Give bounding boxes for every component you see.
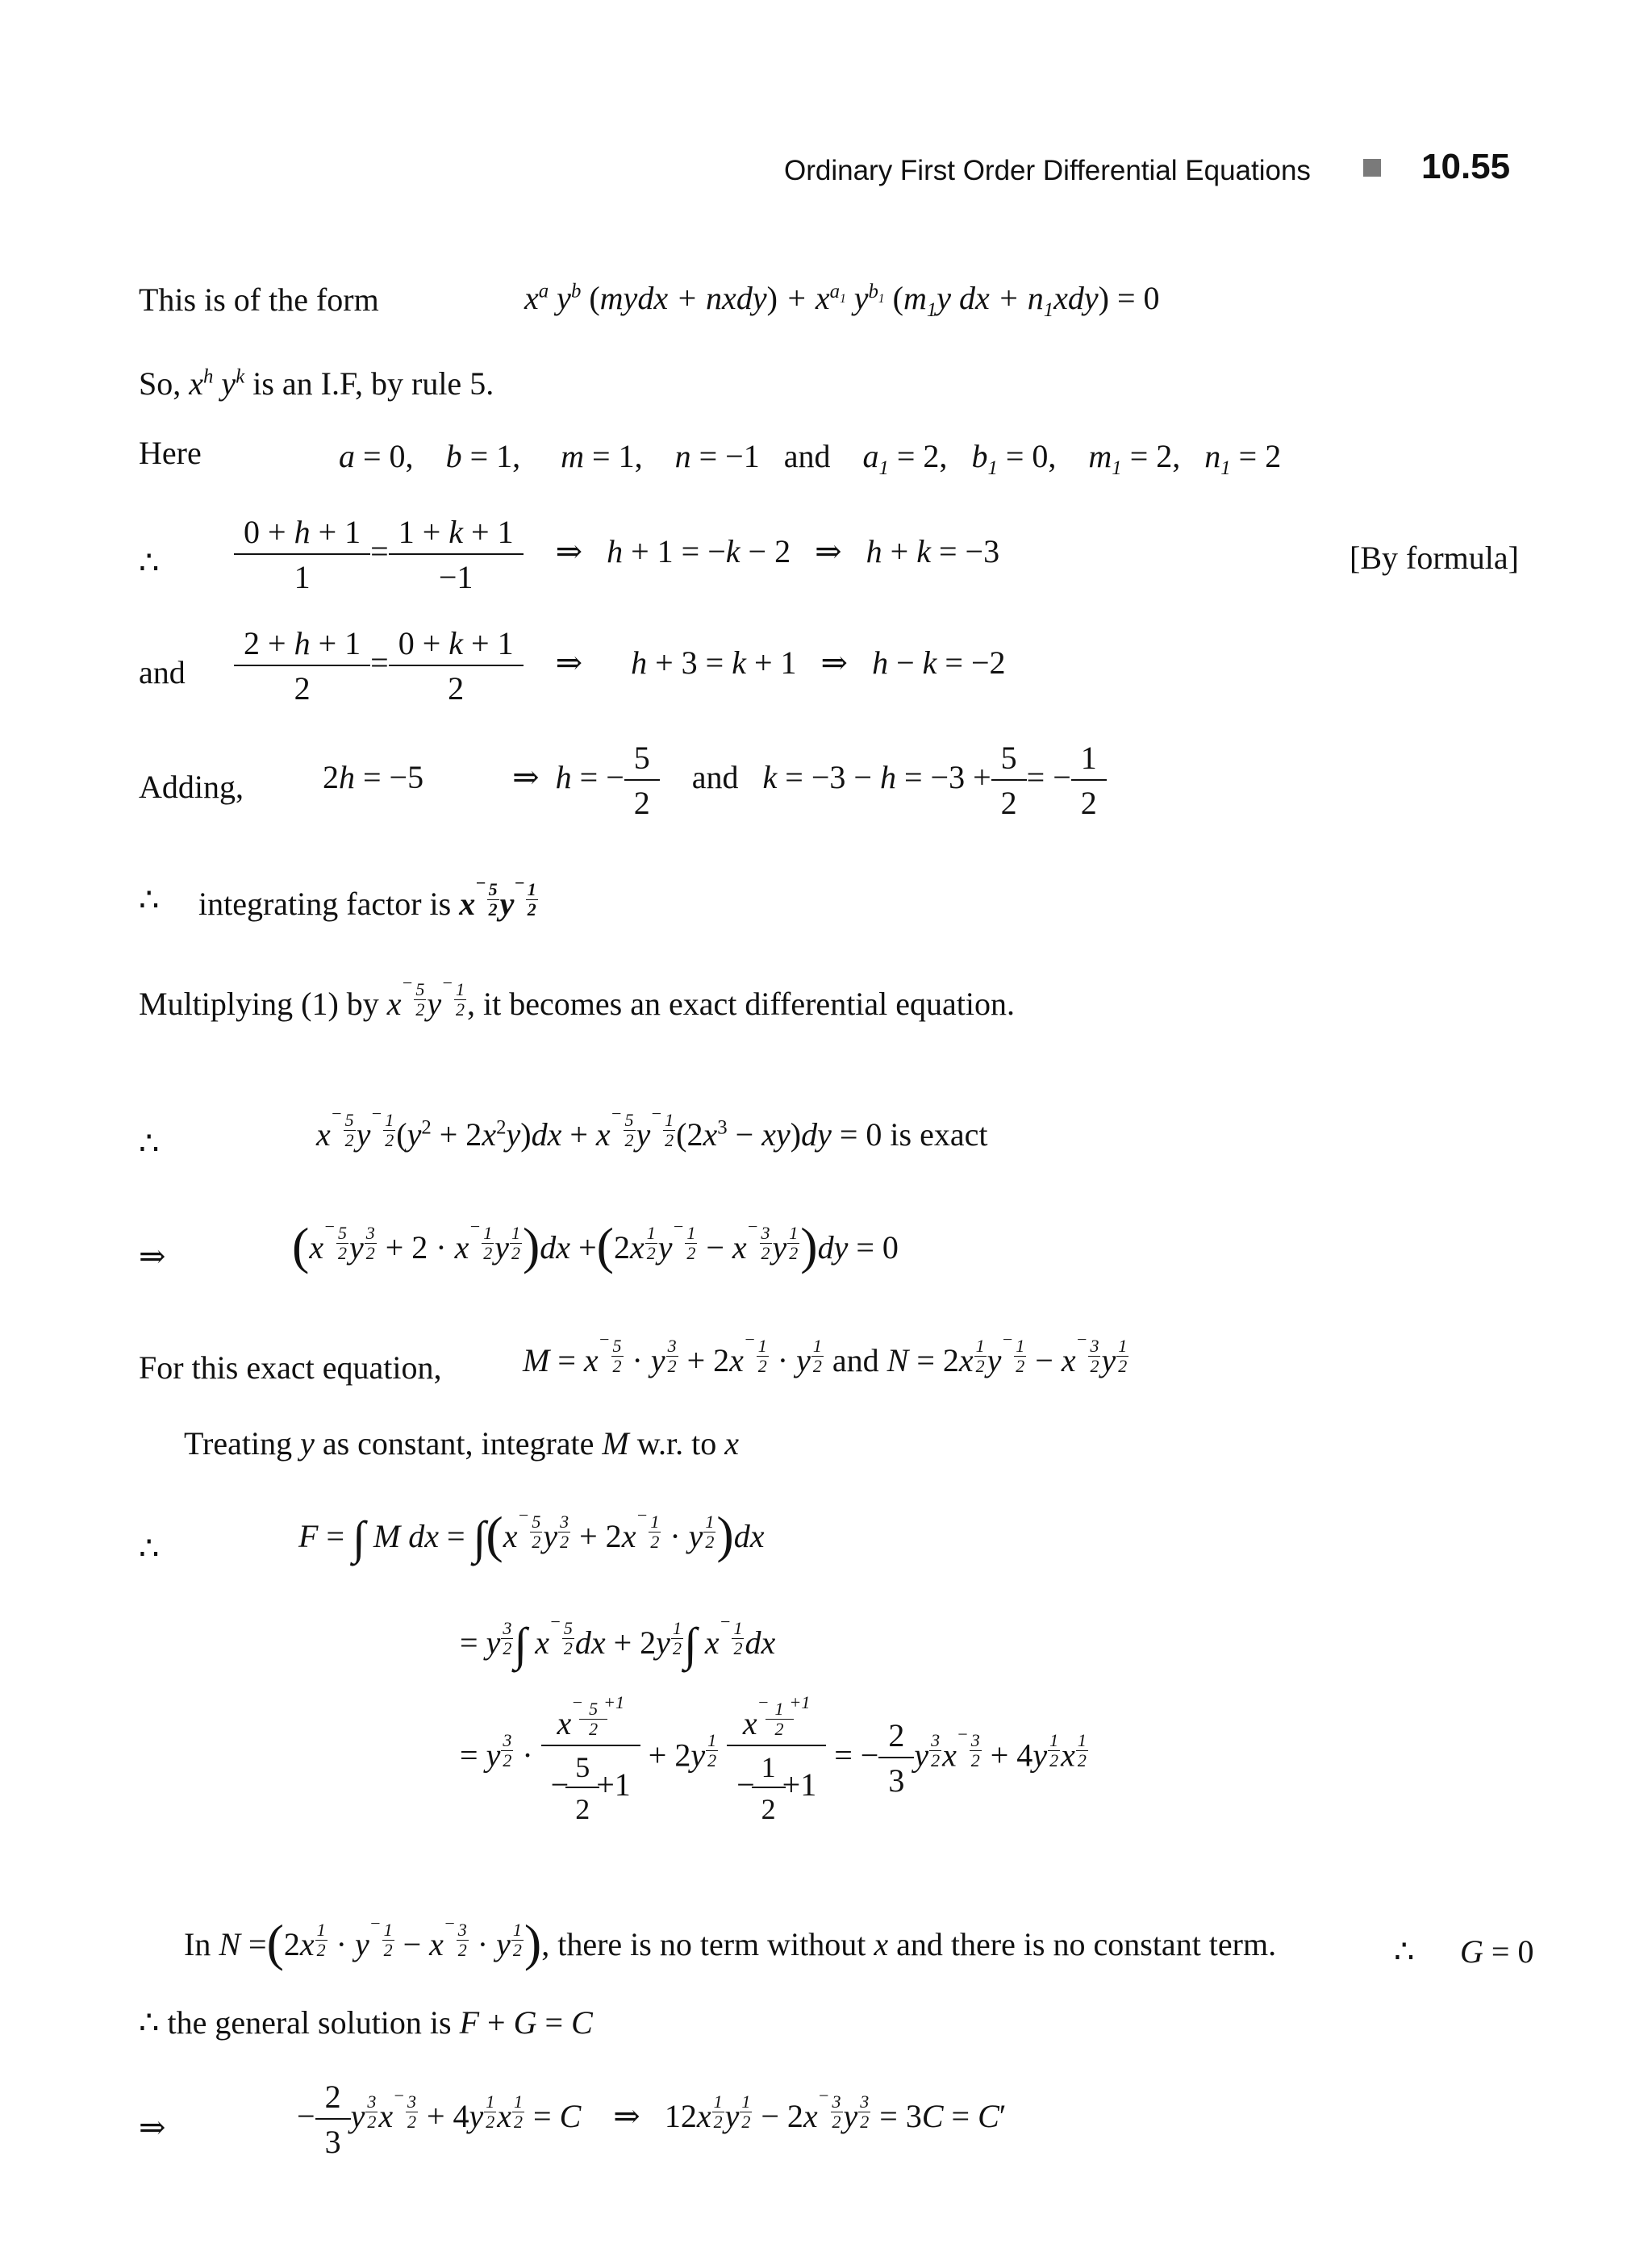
- running-header-title: Ordinary First Order Differential Equations: [784, 155, 1311, 186]
- if-is-text: integrating factor is: [198, 885, 452, 922]
- and-word-2: and: [691, 759, 739, 796]
- so-label: So,: [139, 365, 181, 402]
- treating-text-1: Treating: [184, 1425, 293, 1462]
- final-solution: − $\frac{2}{3}$ y $\frac{3}{2}$ x− $\frac{3}{2}$ + 4y $\frac{1}{2}$ x $\frac{1}{2}$ = C ⇒ 12x $\frac{1}{2}$ y $\frac{1}{2}$ − 2x− $\frac{3}{2}$ y $\frac{3}{2}$ = 3C = C′: [297, 2079, 1007, 2160]
- implies-symbol: ⇒: [139, 1238, 166, 1274]
- and-label: and: [139, 654, 186, 690]
- if-rule-text: is an I.F, by rule 5.: [252, 365, 494, 402]
- page-number: 10.55: [1421, 147, 1511, 186]
- parameter-values: a = 0, b = 1, m = 1, n = −1 and $a_1 = 2$, $b_1 = 0$, $m_1 = 2$, $n_1 = 2$: [339, 438, 1282, 479]
- mult-text-2: , it becomes an exact differential equation.: [467, 985, 1016, 1022]
- gen-sol-text: the general solution is: [167, 2004, 452, 2041]
- treating-line: Treating y as constant, integrate M w.r. to x: [184, 1425, 740, 1462]
- form-line: [139, 281, 379, 318]
- expanded-equation: (x− $\frac{5}{2}$ y $\frac{3}{2}$ + 2 · x− $\frac{1}{2}$ y $\frac{1}{2}$ )dx +(2x $\frac{1}{2}$ y− $\frac{1}{2}$ − x− $\frac{3}{2}$ y $\frac{1}{2}$ )dy = 0: [292, 1216, 899, 1274]
- m-n-definitions: M = x− $\frac{5}{2}$ · y $\frac{3}{2}$ + 2x− $\frac{1}{2}$ · y $\frac{1}{2}$ and N = 2x $\frac{1}{2}$ y− $\frac{1}{2}$ − x− $\frac{3}{2}$ y $\frac{1}{2}$: [523, 1329, 1128, 1378]
- therefore-symbol-5: ∴: [1394, 1933, 1415, 1970]
- treating-text-3: w.r. to: [636, 1425, 717, 1462]
- for-exact-label: For this exact equation,: [139, 1349, 442, 1386]
- general-solution-line: ∴ the general solution is F + G = C: [139, 2004, 593, 2041]
- and-word: and: [783, 438, 831, 474]
- form-intro: This is of the form: [139, 281, 379, 318]
- treating-text-2: as constant, integrate: [322, 1425, 594, 1462]
- if-rule-line: So, $x^h$ $y^k$ is an I.F, by rule 5.: [139, 365, 494, 402]
- in-text: In: [184, 1925, 211, 1962]
- f-integral: F = ∫ M dx = ∫(x− $\frac{5}{2}$ y $\frac{3}{2}$ + 2x− $\frac{1}{2}$ · y $\frac{1}{2}$ )dx: [298, 1505, 765, 1564]
- form-equation: $x^a$ $y^b$ (mydx + nxdy) + $x^{a_1}$ $y^{b_1}$ ($m_1y$ dx + $n_1xdy) = 0$: [524, 280, 1160, 321]
- by-formula-note: [By formula]: [1350, 540, 1519, 576]
- adding-equation: 2h = −5 ⇒ h = − $\frac{5}{2}$ and k = −3 − h = −3 + $\frac{5}{2}$ = − $\frac{1}{2}$: [323, 742, 1107, 819]
- in-n-line: In N =(2x $\frac{1}{2}$ · y− $\frac{1}{2}$ − x− $\frac{3}{2}$ · y $\frac{1}{2}$ ), there is no term without x and there is no constant term.: [184, 1913, 1277, 1971]
- multiplying-line: Multiplying (1) by x− $\frac{5}{2}$ y− $\frac{1}{2}$ , it becomes an exact differential equation.: [139, 973, 1016, 1022]
- exact-equation: x− $\frac{5}{2}$ y− $\frac{1}{2}$ $(y^2 + 2x^2y)dx + x^-$ $\frac{5}{2}$ y− $\frac{1}{2}$ $(2x^3 - xy)dy = 0$ is exact: [316, 1103, 988, 1153]
- and-word-3: and: [832, 1341, 879, 1378]
- therefore-symbol-2: ∴: [139, 882, 160, 918]
- is-exact-text: is exact: [890, 1115, 988, 1153]
- g-value: G = 0: [1460, 1933, 1534, 1970]
- ratio-equation-1: $\frac{0 + h + 1}{1}$ = $\frac{1 + k + 1}{-1}$ ⇒ h + 1 = −k − 2 ⇒ h + k = −3: [234, 516, 999, 594]
- therefore-symbol-3: ∴: [139, 1125, 160, 1161]
- ratio-equation-2: $\frac{2 + h + 1}{2}$ = $\frac{0 + k + 1}{2}$ ⇒ h + 3 = k + 1 ⇒ h − k = −2: [234, 628, 1006, 705]
- f-integral-step-3: = y $\frac{3}{2}$ · x− $\frac{5}{2}$ $^{+1}$ − $\frac{5}{2}$ +1 + 2y $\frac{1}{2}$ x− $\frac{1}{2}$ $^{+1}$ − $\frac{1}{2}$ +1 = − $\frac{2}{3}$ y $\frac{3}{2}$ x− $\frac{3}{2}$ + 4y $\frac{1}{2}$ x $\frac{1}{2}$: [460, 1692, 1087, 1825]
- therefore-symbol-6: ∴: [139, 2004, 160, 2041]
- here-label: Here: [139, 435, 202, 471]
- no-term-text: , there is no term without: [541, 1925, 866, 1962]
- implies-symbol-2: ⇒: [139, 2109, 166, 2145]
- integrating-factor-line: integrating factor is x− $\frac{5}{2}$ y− $\frac{1}{2}$: [198, 873, 536, 922]
- therefore-symbol: ∴: [139, 544, 160, 581]
- f-integral-step-2: = y $\frac{3}{2}$ ∫ x− $\frac{5}{2}$ dx + 2y $\frac{1}{2}$ ∫ x− $\frac{1}{2}$ dx: [460, 1612, 776, 1670]
- therefore-symbol-4: ∴: [139, 1530, 160, 1566]
- adding-label: Adding,: [139, 769, 244, 805]
- header-square-icon: [1363, 159, 1381, 177]
- mult-text-1: Multiplying (1) by: [139, 985, 379, 1022]
- no-const-text: and there is no constant term.: [896, 1925, 1277, 1962]
